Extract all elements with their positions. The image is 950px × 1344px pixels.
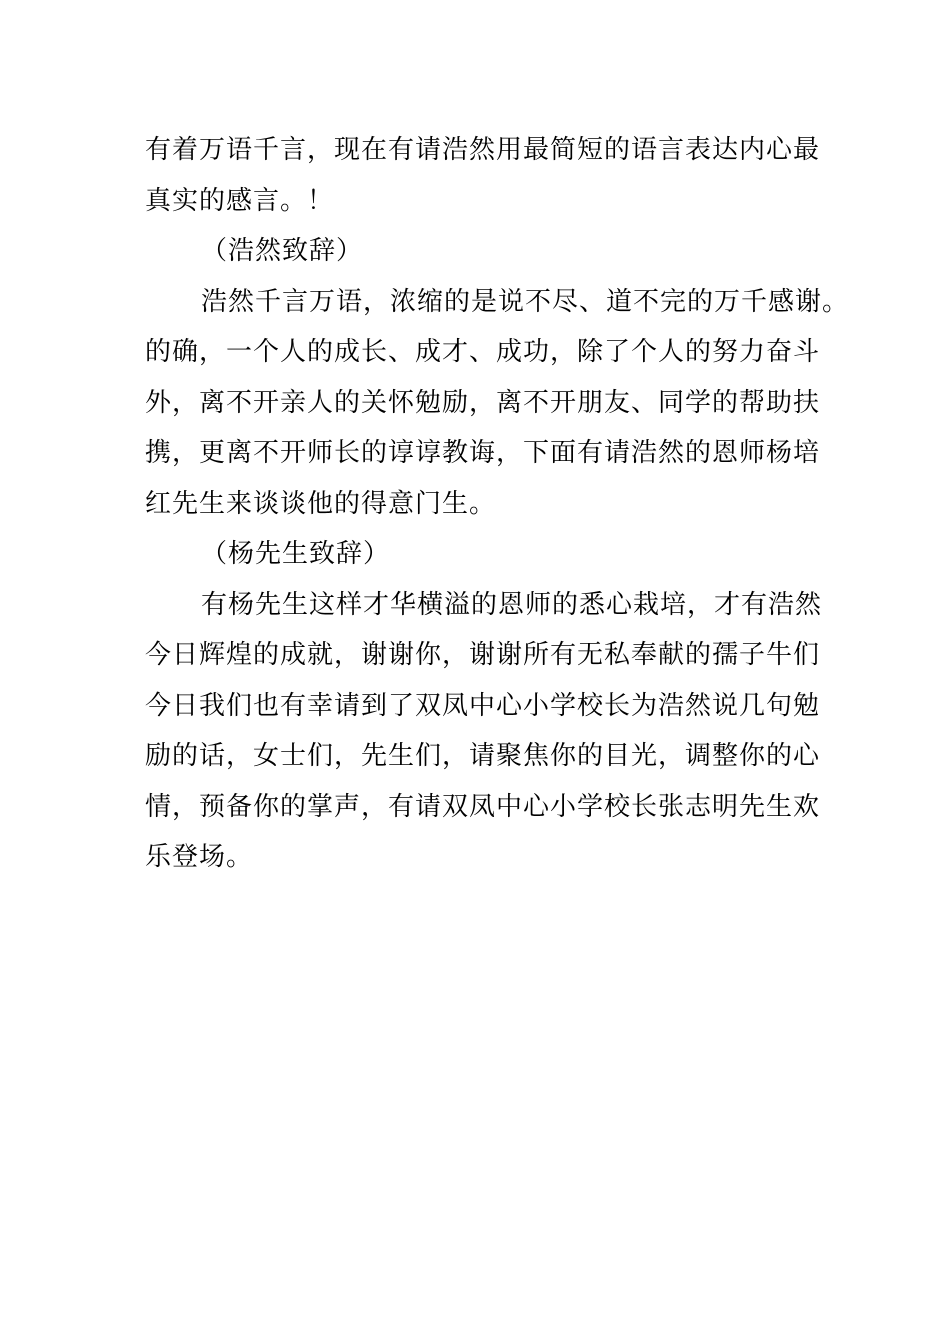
text-line: 携，更离不开师长的谆谆教诲，下面有请浩然的恩师杨培 bbox=[145, 438, 821, 468]
document-page bbox=[145, 125, 850, 883]
text-line: （杨先生致辞） bbox=[201, 539, 391, 569]
paragraph-stage-direction-yang bbox=[145, 529, 810, 580]
text-line: 真实的感言。！ bbox=[145, 185, 335, 216]
text-line: 乐登场。 bbox=[145, 842, 254, 872]
text-line: 励的话，女士们，先生们，请聚焦你的目光，调整你的心 bbox=[145, 741, 821, 771]
paragraph-closing bbox=[145, 580, 823, 883]
text-line: 有杨先生这样才华横溢的恩师的悉心栽培，才有浩然 bbox=[201, 589, 823, 620]
paragraph-intro bbox=[145, 125, 821, 226]
text-line: 情，预备你的掌声，有请双凤中心小学校长张志明先生欢 bbox=[145, 791, 821, 822]
text-line: 今日辉煌的成就，谢谢你，谢谢所有无私奉献的孺子牛们 bbox=[145, 640, 821, 670]
paragraph-stage-direction-haoran bbox=[145, 226, 810, 277]
text-line: 今日我们也有幸请到了双凤中心小学校长为浩然说几句勉 bbox=[145, 690, 821, 721]
text-line: 的确，一个人的成长、成才、成功，除了个人的努力奋斗 bbox=[145, 337, 821, 367]
text-line: 外，离不开亲人的关怀勉励，离不开朋友、同学的帮助扶 bbox=[145, 387, 821, 418]
text-line: 红先生来谈谈他的得意门生。 bbox=[145, 488, 497, 519]
text-line: 有着万语千言，现在有请浩然用最简短的语言表达内心最 bbox=[145, 135, 821, 165]
paragraph-thanks bbox=[145, 277, 850, 530]
text-line: 浩然千言万语，浓缩的是说不尽、道不完的万千感谢。 bbox=[201, 286, 850, 317]
text-line: （浩然致辞） bbox=[201, 236, 364, 266]
